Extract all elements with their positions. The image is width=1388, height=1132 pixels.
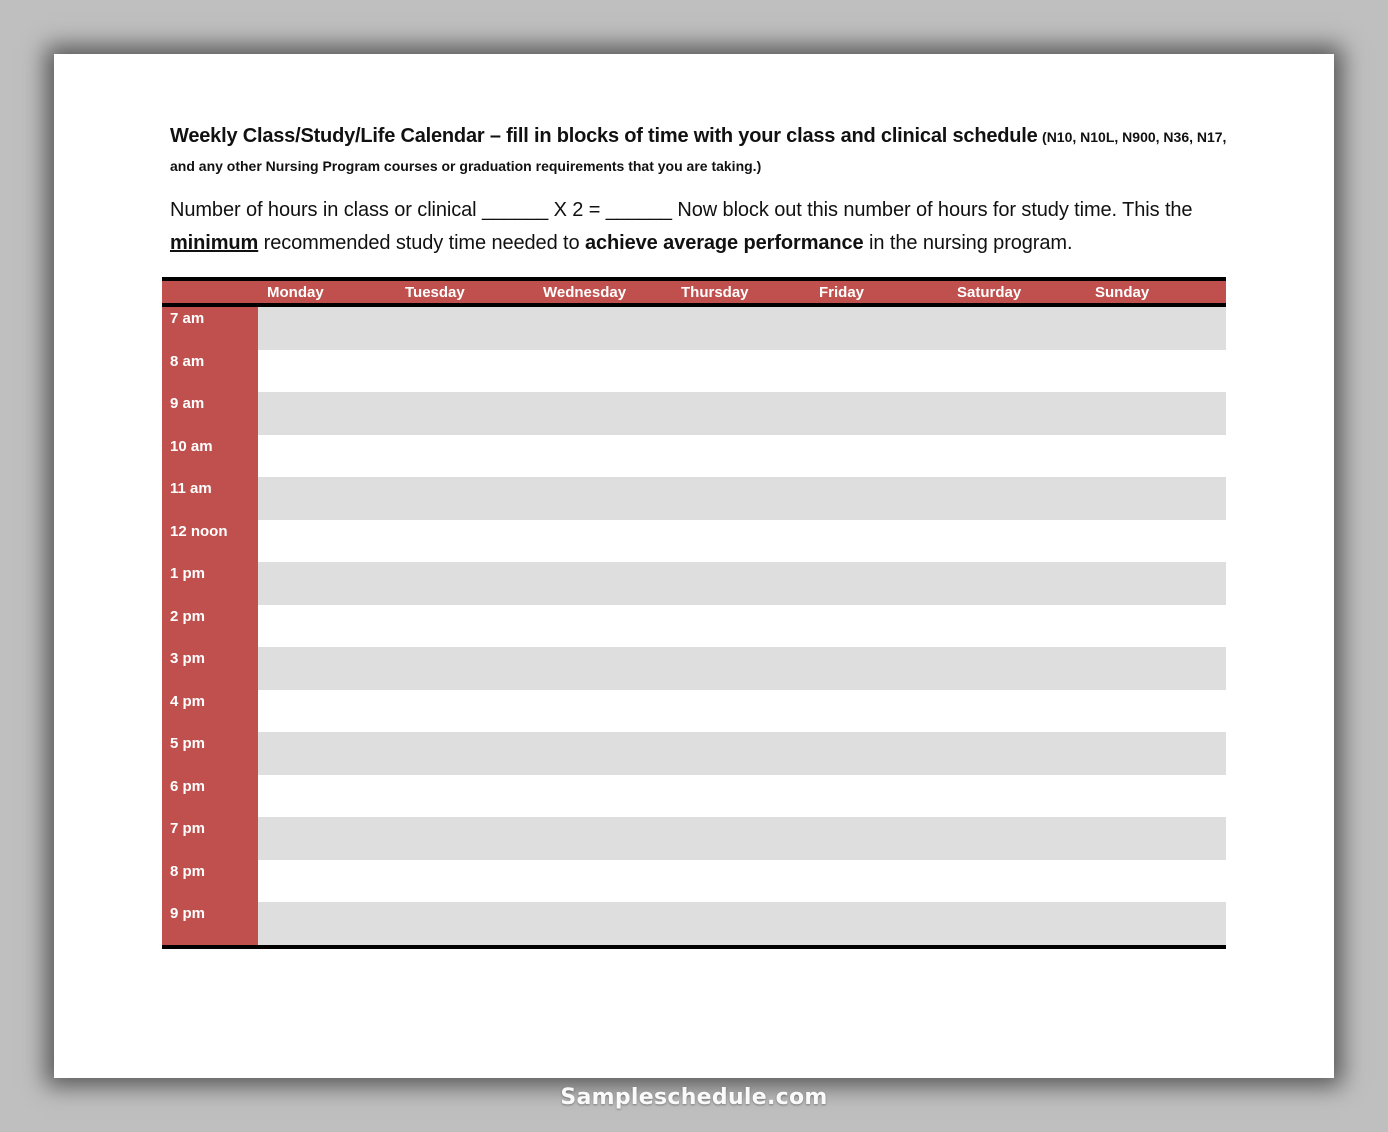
schedule-cell-friday[interactable]	[810, 392, 948, 435]
instructions-text-3: in the nursing program.	[863, 232, 1073, 254]
time-row	[162, 605, 1226, 648]
schedule-cell-saturday[interactable]	[948, 605, 1086, 648]
schedule-cell-saturday[interactable]	[948, 732, 1086, 775]
time-label: 7 pm	[162, 817, 258, 860]
schedule-cell-thursday[interactable]	[672, 350, 810, 393]
schedule-cell-sunday[interactable]	[1086, 562, 1226, 605]
row-cells	[258, 775, 1226, 818]
schedule-cell-wednesday[interactable]	[534, 350, 672, 393]
schedule-cell-saturday[interactable]	[948, 307, 1086, 350]
row-cells	[258, 860, 1226, 903]
schedule-cell-wednesday[interactable]	[534, 477, 672, 520]
instructions-text-2: recommended study time needed to	[258, 232, 585, 254]
document-page	[54, 54, 1334, 1078]
instructions-emphasis-minimum: minimum	[170, 232, 259, 254]
time-label: 9 pm	[162, 902, 258, 945]
schedule-cell-sunday[interactable]	[1086, 732, 1226, 775]
schedule-cell-monday[interactable]	[258, 435, 396, 478]
schedule-cell-monday[interactable]	[258, 817, 396, 860]
schedule-cell-wednesday[interactable]	[534, 520, 672, 563]
row-cells	[258, 817, 1226, 860]
schedule-cell-friday[interactable]	[810, 350, 948, 393]
schedule-cell-tuesday[interactable]	[396, 350, 534, 393]
time-label: 10 am	[162, 435, 258, 478]
schedule-cell-tuesday[interactable]	[396, 860, 534, 903]
schedule-cell-sunday[interactable]	[1086, 605, 1226, 648]
schedule-cell-tuesday[interactable]	[396, 477, 534, 520]
schedule-cell-saturday[interactable]	[948, 647, 1086, 690]
schedule-cell-thursday[interactable]	[672, 732, 810, 775]
instructions-paragraph	[170, 194, 1240, 260]
schedule-cell-monday[interactable]	[258, 732, 396, 775]
day-header-wednesday: Wednesday	[543, 284, 627, 301]
row-cells	[258, 732, 1226, 775]
calendar-body	[162, 307, 1226, 945]
schedule-cell-sunday[interactable]	[1086, 647, 1226, 690]
time-row	[162, 817, 1226, 860]
day-header-tuesday: Tuesday	[405, 284, 465, 301]
time-label: 12 noon	[162, 520, 258, 563]
schedule-cell-monday[interactable]	[258, 775, 396, 818]
schedule-cell-tuesday[interactable]	[396, 775, 534, 818]
time-row	[162, 860, 1226, 903]
time-label: 8 pm	[162, 860, 258, 903]
row-cells	[258, 902, 1226, 945]
schedule-cell-thursday[interactable]	[672, 902, 810, 945]
schedule-cell-thursday[interactable]	[672, 435, 810, 478]
schedule-cell-saturday[interactable]	[948, 392, 1086, 435]
schedule-cell-tuesday[interactable]	[396, 605, 534, 648]
time-row	[162, 775, 1226, 818]
day-header-thursday: Thursday	[681, 284, 749, 301]
weekly-calendar-table	[162, 277, 1226, 949]
schedule-cell-friday[interactable]	[810, 477, 948, 520]
day-header-monday: Monday	[267, 284, 324, 301]
schedule-cell-wednesday[interactable]	[534, 732, 672, 775]
schedule-cell-thursday[interactable]	[672, 647, 810, 690]
schedule-cell-saturday[interactable]	[948, 902, 1086, 945]
schedule-cell-friday[interactable]	[810, 307, 948, 350]
schedule-cell-saturday[interactable]	[948, 690, 1086, 733]
schedule-cell-sunday[interactable]	[1086, 775, 1226, 818]
schedule-cell-tuesday[interactable]	[396, 817, 534, 860]
schedule-cell-friday[interactable]	[810, 520, 948, 563]
schedule-cell-tuesday[interactable]	[396, 520, 534, 563]
schedule-cell-friday[interactable]	[810, 817, 948, 860]
time-row	[162, 350, 1226, 393]
schedule-cell-monday[interactable]	[258, 902, 396, 945]
time-row	[162, 732, 1226, 775]
time-row	[162, 690, 1226, 733]
schedule-cell-sunday[interactable]	[1086, 860, 1226, 903]
schedule-cell-monday[interactable]	[258, 392, 396, 435]
schedule-cell-thursday[interactable]	[672, 477, 810, 520]
time-label: 5 pm	[162, 732, 258, 775]
time-row	[162, 392, 1226, 435]
schedule-cell-monday[interactable]	[258, 477, 396, 520]
schedule-cell-saturday[interactable]	[948, 435, 1086, 478]
schedule-cell-wednesday[interactable]	[534, 690, 672, 733]
schedule-cell-tuesday[interactable]	[396, 732, 534, 775]
time-row	[162, 477, 1226, 520]
schedule-cell-saturday[interactable]	[948, 817, 1086, 860]
schedule-cell-saturday[interactable]	[948, 477, 1086, 520]
row-cells	[258, 647, 1226, 690]
schedule-cell-wednesday[interactable]	[534, 647, 672, 690]
row-cells	[258, 477, 1226, 520]
time-label: 3 pm	[162, 647, 258, 690]
heading-title: Weekly Class/Study/Life Calendar – fill in blocks of time with your class and clinical schedule	[170, 125, 1038, 147]
row-cells	[258, 605, 1226, 648]
time-label: 11 am	[162, 477, 258, 520]
schedule-cell-saturday[interactable]	[948, 520, 1086, 563]
calendar-header-row	[162, 277, 1226, 307]
time-label: 2 pm	[162, 605, 258, 648]
schedule-cell-friday[interactable]	[810, 605, 948, 648]
schedule-cell-wednesday[interactable]	[534, 435, 672, 478]
row-cells	[258, 690, 1226, 733]
day-header-friday: Friday	[819, 284, 865, 301]
time-row	[162, 647, 1226, 690]
schedule-cell-friday[interactable]	[810, 732, 948, 775]
schedule-cell-monday[interactable]	[258, 690, 396, 733]
schedule-cell-saturday[interactable]	[948, 562, 1086, 605]
schedule-cell-thursday[interactable]	[672, 860, 810, 903]
schedule-cell-friday[interactable]	[810, 647, 948, 690]
schedule-cell-sunday[interactable]	[1086, 350, 1226, 393]
row-cells	[258, 435, 1226, 478]
time-label: 8 am	[162, 350, 258, 393]
schedule-cell-wednesday[interactable]	[534, 392, 672, 435]
schedule-cell-thursday[interactable]	[672, 307, 810, 350]
day-header-sunday: Sunday	[1095, 284, 1150, 301]
schedule-cell-thursday[interactable]	[672, 392, 810, 435]
schedule-cell-wednesday[interactable]	[534, 562, 672, 605]
schedule-cell-tuesday[interactable]	[396, 392, 534, 435]
schedule-cell-tuesday[interactable]	[396, 902, 534, 945]
schedule-cell-wednesday[interactable]	[534, 860, 672, 903]
schedule-cell-wednesday[interactable]	[534, 902, 672, 945]
time-label: 7 am	[162, 307, 258, 350]
time-row	[162, 562, 1226, 605]
schedule-cell-sunday[interactable]	[1086, 817, 1226, 860]
schedule-cell-friday[interactable]	[810, 860, 948, 903]
time-row	[162, 902, 1226, 945]
row-cells	[258, 350, 1226, 393]
time-row	[162, 307, 1226, 350]
schedule-cell-friday[interactable]	[810, 562, 948, 605]
document-heading	[170, 122, 1230, 181]
schedule-cell-thursday[interactable]	[672, 605, 810, 648]
schedule-cell-monday[interactable]	[258, 562, 396, 605]
schedule-cell-sunday[interactable]	[1086, 307, 1226, 350]
row-cells	[258, 562, 1226, 605]
schedule-cell-thursday[interactable]	[672, 562, 810, 605]
schedule-cell-sunday[interactable]	[1086, 477, 1226, 520]
instructions-text-1: Number of hours in class or clinical ______ X 2 = ______ Now block out this number of hours for study time. This the	[170, 199, 1193, 221]
time-label: 4 pm	[162, 690, 258, 733]
calendar-bottom-border	[162, 945, 1226, 949]
heading-subtitle: (N10, N10L, N900, N36, N17, and any other Nursing Program courses or graduation requirements that you are taking.)	[170, 129, 1227, 174]
time-row	[162, 520, 1226, 563]
time-label: 1 pm	[162, 562, 258, 605]
day-header-saturday: Saturday	[957, 284, 1022, 301]
schedule-cell-friday[interactable]	[810, 775, 948, 818]
schedule-cell-wednesday[interactable]	[534, 605, 672, 648]
schedule-cell-sunday[interactable]	[1086, 392, 1226, 435]
schedule-cell-sunday[interactable]	[1086, 520, 1226, 563]
schedule-cell-thursday[interactable]	[672, 520, 810, 563]
schedule-cell-wednesday[interactable]	[534, 775, 672, 818]
schedule-cell-friday[interactable]	[810, 435, 948, 478]
schedule-cell-monday[interactable]	[258, 307, 396, 350]
schedule-cell-monday[interactable]	[258, 647, 396, 690]
schedule-cell-tuesday[interactable]	[396, 647, 534, 690]
row-cells	[258, 392, 1226, 435]
schedule-cell-wednesday[interactable]	[534, 307, 672, 350]
instructions-emphasis-performance: achieve average performance	[585, 232, 864, 254]
schedule-cell-monday[interactable]	[258, 860, 396, 903]
header-corner-cell	[162, 281, 258, 303]
schedule-cell-sunday[interactable]	[1086, 435, 1226, 478]
time-row	[162, 435, 1226, 478]
schedule-cell-tuesday[interactable]	[396, 690, 534, 733]
schedule-cell-thursday[interactable]	[672, 690, 810, 733]
row-cells	[258, 307, 1226, 350]
schedule-cell-tuesday[interactable]	[396, 435, 534, 478]
schedule-cell-friday[interactable]	[810, 902, 948, 945]
schedule-cell-sunday[interactable]	[1086, 902, 1226, 945]
schedule-cell-tuesday[interactable]	[396, 562, 534, 605]
time-label: 6 pm	[162, 775, 258, 818]
schedule-cell-monday[interactable]	[258, 520, 396, 563]
schedule-cell-tuesday[interactable]	[396, 307, 534, 350]
schedule-cell-saturday[interactable]	[948, 775, 1086, 818]
schedule-cell-monday[interactable]	[258, 350, 396, 393]
watermark: Sampleschedule.com	[560, 1085, 828, 1110]
schedule-cell-thursday[interactable]	[672, 817, 810, 860]
schedule-cell-saturday[interactable]	[948, 350, 1086, 393]
schedule-cell-saturday[interactable]	[948, 860, 1086, 903]
schedule-cell-monday[interactable]	[258, 605, 396, 648]
schedule-cell-thursday[interactable]	[672, 775, 810, 818]
schedule-cell-sunday[interactable]	[1086, 690, 1226, 733]
schedule-cell-friday[interactable]	[810, 690, 948, 733]
time-label: 9 am	[162, 392, 258, 435]
row-cells	[258, 520, 1226, 563]
schedule-cell-wednesday[interactable]	[534, 817, 672, 860]
